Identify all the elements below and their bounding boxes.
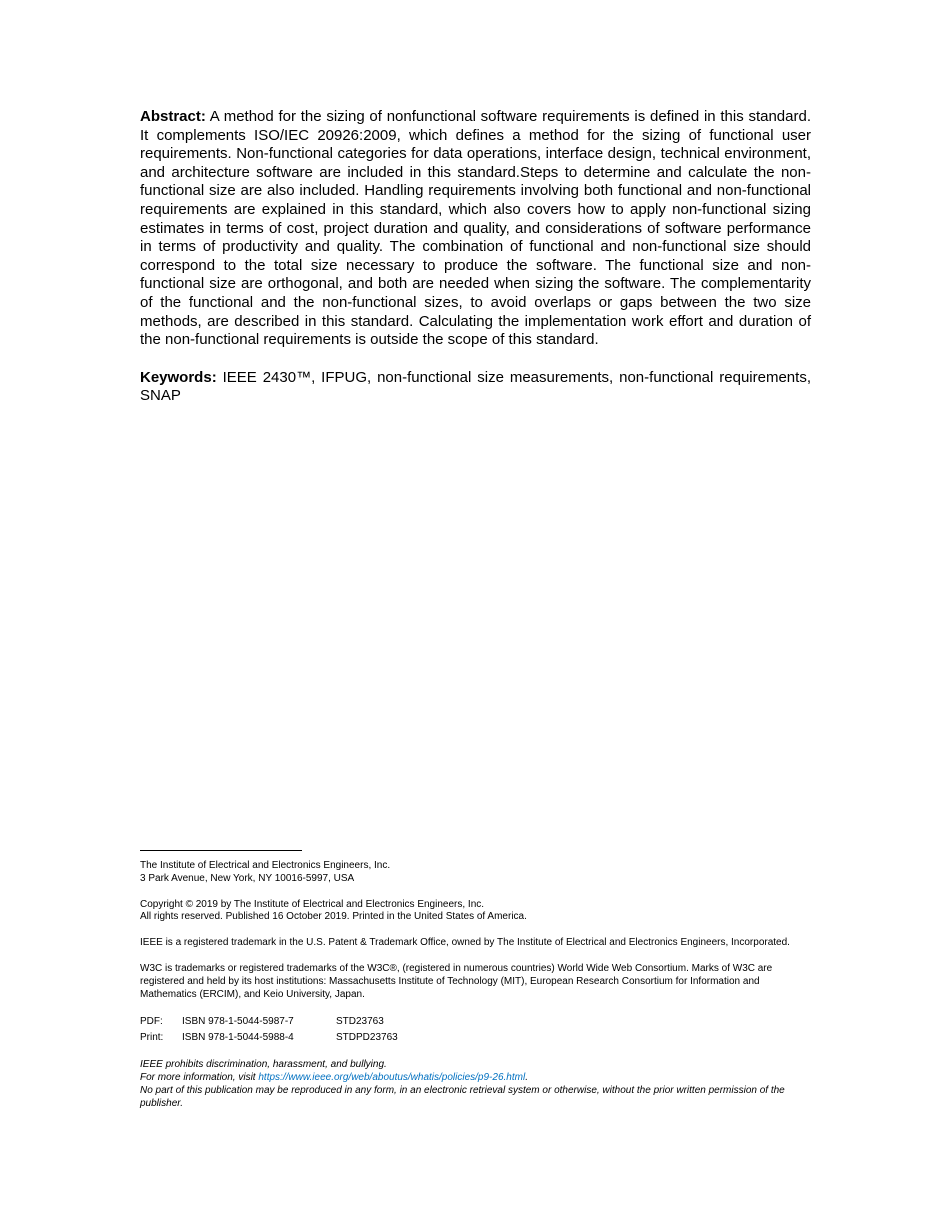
footer (140, 850, 811, 1111)
publisher-name: The Institute of Electrical and Electronics Engineers, Inc. (140, 860, 391, 871)
isbn-std-code: STD23763 (336, 1016, 384, 1028)
isbn-format: Print: (140, 1032, 164, 1044)
main-content (140, 108, 811, 406)
more-info-prefix: For more information, visit (140, 1072, 259, 1084)
copyright-line: Copyright © 2019 by The Institute of Electrical and Electronics Engineers, Inc. (140, 898, 485, 910)
discrimination-notice: IEEE prohibits discrimination, harassment, and bullying. (140, 1059, 387, 1071)
isbn-row-print (140, 1030, 398, 1046)
publisher-address: 3 Park Avenue, New York, NY 10016-5997, USA (140, 872, 355, 884)
keywords-text: IEEE 2430™, IFPUG, non-functional size measurements, non-functional requirements, SNAP (140, 368, 811, 405)
more-info-line (140, 1072, 811, 1085)
isbn-format: PDF: (140, 1016, 163, 1028)
abstract-text: A method for the sizing of nonfunctional software requirements is defined in this standard. It complements ISO/IEC 20926:2009, which defines a method for the sizing of functional user requirements. Non-functional categories for data operations, interface design, technical environment, and architecture software are included in this standard.Steps to determine and calculate the non-functional size are also included. Handling requirements involving both functional and non-functional requirements are explained in this standard, which also covers how to apply non-functional sizing estimates in terms of cost, project duration and quality, and considerations of software performance in terms of productivity and quality. The combination of functional and non-functional size should correspond to the total size necessary to produce the software. The functional size and non-functional size are orthogonal, and both are needed when sizing the software. The complementarity of the functional and the non-functional sizes, to avoid overlaps or gaps between the two size methods, are described in this standard. Calculating the implementation work effort and duration of the non-functional requirements is outside the scope of this standard. (140, 108, 811, 349)
keywords-label: Keywords: (140, 368, 217, 386)
copyright-block (140, 899, 811, 925)
reproduction-notice: No part of this publication may be reproduced in any form, in an electronic retrieval system or otherwise, without the prior written permission of the publisher. (140, 1084, 785, 1109)
isbn-number: ISBN 978-1-5044-5987-7 (182, 1016, 294, 1028)
isbn-number: ISBN 978-1-5044-5988-4 (182, 1032, 294, 1044)
more-info-suffix: . (525, 1072, 528, 1084)
notices-block (140, 1059, 811, 1110)
abstract-label: Abstract: (140, 108, 206, 125)
w3c-trademark-notice: W3C is trademarks or registered trademarks of the W3C®, (registered in numerous countries) World Wide Web Consortium. Marks of W3C are registered and held by its host institutions: Massachusetts Institute of Technology (MIT), European Research Consortium for Information and Mathematics (ERCIM), and Keio University, Japan. (140, 962, 773, 1000)
footer-divider (140, 850, 302, 851)
abstract-paragraph (140, 108, 811, 350)
keywords-paragraph (140, 369, 811, 406)
isbn-table (140, 1014, 398, 1046)
rights-line: All rights reserved. Published 16 October 2019. Printed in the United States of America. (140, 911, 527, 923)
isbn-std-code: STDPD23763 (336, 1032, 398, 1044)
isbn-row-pdf (140, 1014, 398, 1030)
publisher-block (140, 860, 811, 886)
policy-link[interactable]: https://www.ieee.org/web/aboutus/whatis/policies/p9-26.html (258, 1072, 526, 1084)
ieee-trademark-notice: IEEE is a registered trademark in the U.S. Patent & Trademark Office, owned by The Institute of Electrical and Electronics Engineers, Incorporated. (140, 937, 790, 949)
